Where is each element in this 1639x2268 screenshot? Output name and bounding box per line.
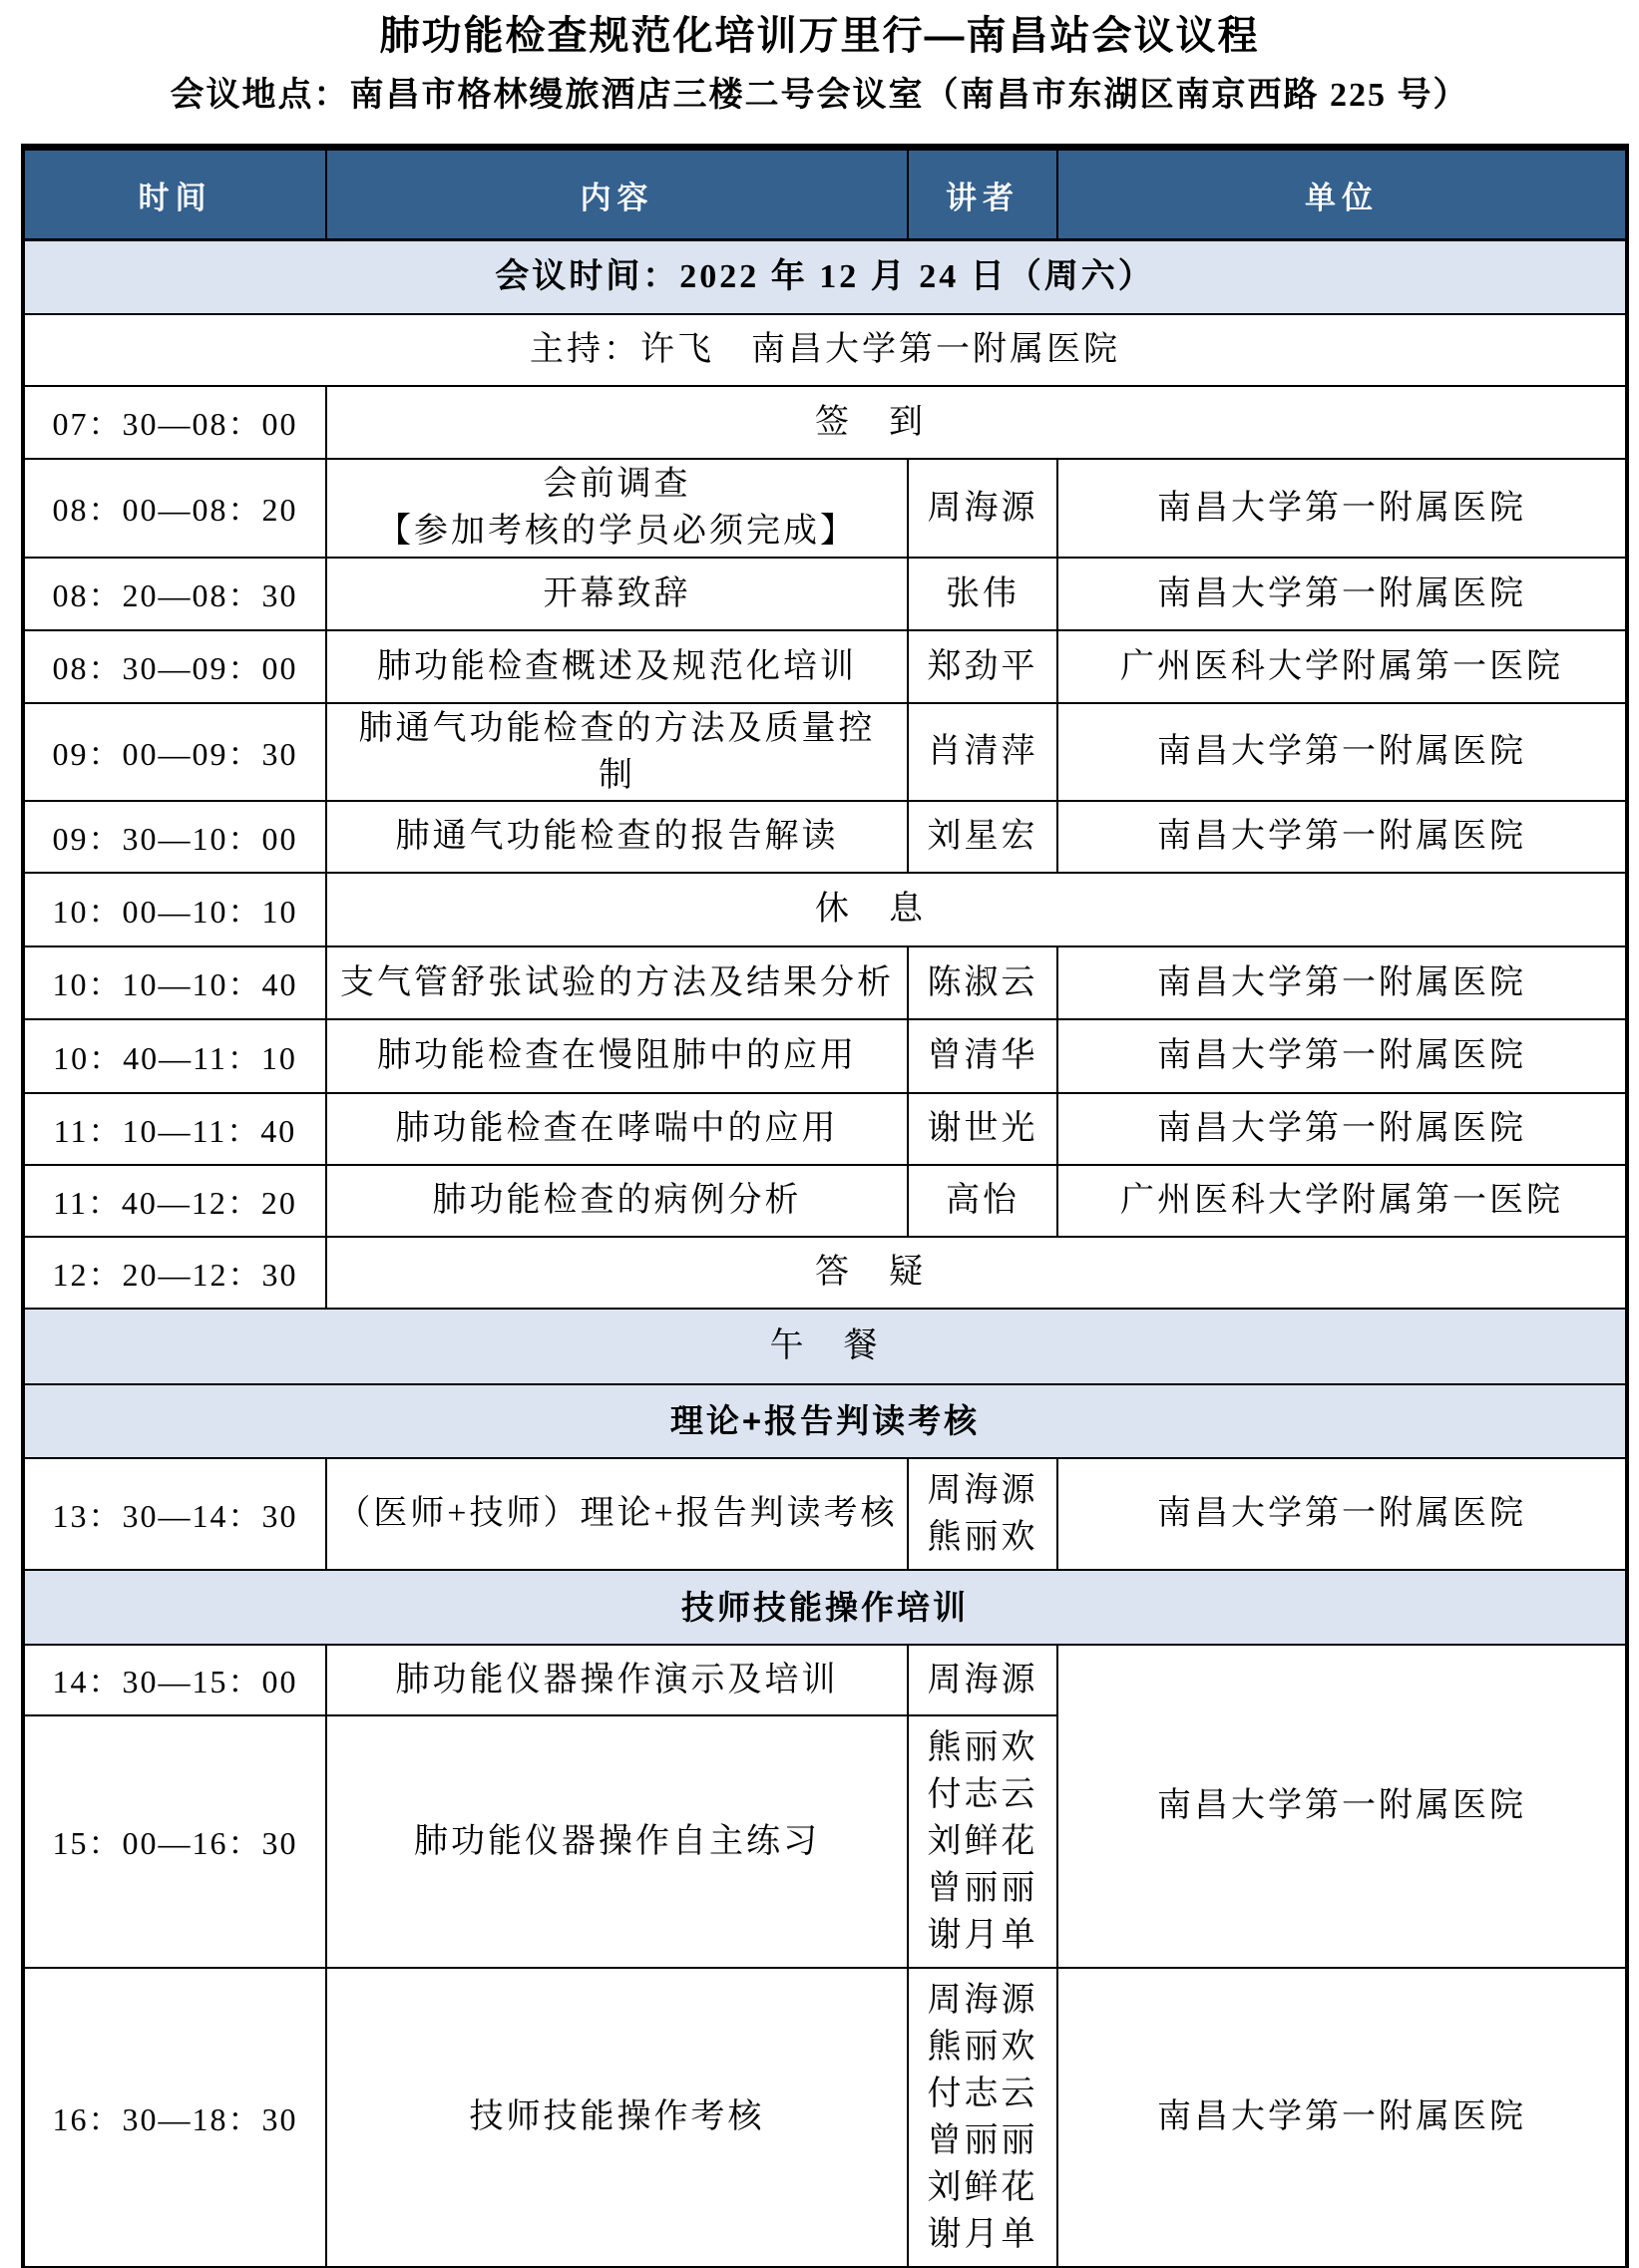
content-line: 肺功能检查的病例分析 <box>432 1182 802 1219</box>
speaker-cell <box>908 558 1057 630</box>
org-cell <box>1057 801 1627 873</box>
org-text: 南昌大学第一附属医院 <box>1157 489 1526 527</box>
span-cell <box>326 1237 1627 1309</box>
org-text: 南昌大学第一附属医院 <box>1157 2098 1526 2135</box>
speaker-cell <box>908 946 1057 1019</box>
org-text: 南昌大学第一附属医院 <box>1157 1787 1526 1824</box>
speaker-name: 谢月单 <box>927 1916 1038 1954</box>
content-line: 肺功能仪器操作演示及培训 <box>395 1661 839 1699</box>
speaker-name: 付志云 <box>927 2075 1038 2112</box>
band-row <box>23 1309 1627 1384</box>
time-cell: 08：20—08：30 <box>23 558 326 630</box>
time-cell: 11：40—12：20 <box>23 1165 326 1237</box>
content-line: 开幕致辞 <box>543 574 691 612</box>
content-line: 会前调查 <box>543 466 691 503</box>
content-line: 肺功能检查在慢阻肺中的应用 <box>377 1037 857 1074</box>
agenda-row <box>23 386 1627 459</box>
agenda-row <box>23 630 1627 703</box>
time-cell: 07：30—08：00 <box>23 386 326 459</box>
content-line: 技师技能操作考核 <box>469 2098 765 2135</box>
speaker-name: 张伟 <box>946 574 1020 612</box>
agenda-table-body <box>23 240 1627 2267</box>
band-text: 主持：许飞 南昌大学第一附属医院 <box>530 331 1120 368</box>
speaker-cell <box>908 1715 1057 1968</box>
content-cell <box>326 1715 908 1968</box>
speaker-cell <box>908 1019 1057 1093</box>
org-text: 南昌大学第一附属医院 <box>1157 818 1526 855</box>
speaker-cell <box>908 459 1057 558</box>
time-cell: 08：00—08：20 <box>23 459 326 558</box>
content-line: 肺功能检查概述及规范化培训 <box>377 647 857 685</box>
span-text: 答 疑 <box>815 1254 926 1291</box>
speaker-name: 刘鲜花 <box>927 1822 1038 1860</box>
agenda-row <box>23 1458 1627 1570</box>
content-line: 【参加考核的学员必须完成】 <box>377 513 857 550</box>
speaker-name: 熊丽欢 <box>927 1518 1038 1556</box>
header-cell-time: 时间 <box>23 148 326 240</box>
band-row <box>23 1570 1627 1645</box>
agenda-row <box>23 873 1627 946</box>
page-title: 肺功能检查规范化培训万里行—南昌站会议议程 <box>379 14 1260 58</box>
content-line: 支气管舒张试验的方法及结果分析 <box>340 963 894 1001</box>
agenda-row <box>23 1645 1627 1715</box>
org-cell <box>1057 1458 1627 1570</box>
org-text: 南昌大学第一附属医院 <box>1157 963 1526 1001</box>
full-span-cell <box>23 314 1627 386</box>
header-cell-org: 单位 <box>1057 148 1627 240</box>
agenda-row <box>23 946 1627 1019</box>
agenda-row <box>23 1237 1627 1309</box>
agenda-row <box>23 801 1627 873</box>
time-cell: 09：30—10：00 <box>23 801 326 873</box>
header-cell-speaker: 讲者 <box>908 148 1057 240</box>
content-cell <box>326 1968 908 2267</box>
speaker-cell <box>908 801 1057 873</box>
header-cell-content: 内容 <box>326 148 908 240</box>
speaker-name: 陈淑云 <box>927 963 1038 1001</box>
content-cell <box>326 946 908 1019</box>
speaker-cell <box>908 703 1057 801</box>
agenda-row <box>23 1019 1627 1093</box>
content-line: 制 <box>599 756 635 794</box>
org-cell <box>1057 558 1627 630</box>
time-cell: 16：30—18：30 <box>23 1968 326 2267</box>
band-row <box>23 240 1627 314</box>
org-text: 广州医科大学附属第一医院 <box>1120 1182 1563 1219</box>
content-cell <box>326 459 908 558</box>
time-cell: 15：00—16：30 <box>23 1715 326 1968</box>
org-cell <box>1057 1968 1627 2267</box>
time-cell: 08：30—09：00 <box>23 630 326 703</box>
speaker-cell <box>908 630 1057 703</box>
content-line: 肺功能检查在哮喘中的应用 <box>395 1110 839 1147</box>
org-text: 南昌大学第一附属医院 <box>1157 1495 1526 1532</box>
content-cell <box>326 1645 908 1715</box>
speaker-cell <box>908 1968 1057 2267</box>
speaker-cell <box>908 1458 1057 1570</box>
org-cell <box>1057 946 1627 1019</box>
org-text: 南昌大学第一附属医院 <box>1157 1037 1526 1074</box>
content-cell <box>326 558 908 630</box>
speaker-name: 周海源 <box>927 489 1038 527</box>
org-text: 南昌大学第一附属医院 <box>1157 733 1526 770</box>
band-cell <box>23 1384 1627 1458</box>
band-cell <box>23 1570 1627 1645</box>
speaker-name: 刘鲜花 <box>927 2168 1038 2206</box>
content-line: 肺通气功能检查的报告解读 <box>395 818 839 855</box>
agenda-table-header <box>23 148 1627 240</box>
content-cell <box>326 801 908 873</box>
band-row <box>23 1384 1627 1458</box>
band-text: 理论+报告判读考核 <box>669 1402 981 1439</box>
band-cell <box>23 240 1627 314</box>
content-line: （医师+技师）理论+报告判读考核 <box>336 1495 898 1532</box>
speaker-name: 周海源 <box>927 1661 1038 1699</box>
speaker-name: 周海源 <box>927 1471 1038 1509</box>
agenda-row <box>23 314 1627 386</box>
speaker-name: 曾丽丽 <box>927 1869 1038 1907</box>
speaker-name: 曾清华 <box>927 1037 1038 1074</box>
speaker-name: 高怡 <box>946 1182 1020 1219</box>
speaker-cell <box>908 1093 1057 1165</box>
span-text: 签 到 <box>815 403 926 441</box>
speaker-name: 谢月单 <box>927 2215 1038 2253</box>
content-cell <box>326 1019 908 1093</box>
time-cell: 10：40—11：10 <box>23 1019 326 1093</box>
band-text: 技师技能操作培训 <box>681 1588 969 1626</box>
speaker-name: 熊丽欢 <box>927 1728 1038 1766</box>
speaker-name: 谢世光 <box>927 1110 1038 1147</box>
org-text: 南昌大学第一附属医院 <box>1157 1110 1526 1147</box>
speaker-name: 刘星宏 <box>927 818 1038 855</box>
time-cell: 10：10—10：40 <box>23 946 326 1019</box>
org-cell <box>1057 1093 1627 1165</box>
org-cell <box>1057 1019 1627 1093</box>
org-text: 广州医科大学附属第一医院 <box>1120 647 1563 685</box>
header-row <box>23 148 1627 240</box>
org-cell <box>1057 459 1627 558</box>
agenda-row <box>23 1968 1627 2267</box>
span-text: 休 息 <box>815 891 926 928</box>
agenda-table <box>21 144 1629 2268</box>
content-cell <box>326 1458 908 1570</box>
span-cell <box>326 386 1627 459</box>
content-line: 肺功能仪器操作自主练习 <box>414 1822 820 1860</box>
content-cell <box>326 1093 908 1165</box>
speaker-name: 郑劲平 <box>927 647 1038 685</box>
speaker-name: 周海源 <box>927 1981 1038 2019</box>
org-cell <box>1057 703 1627 801</box>
org-cell <box>1057 1645 1627 1968</box>
band-text: 会议时间：2022 年 12 月 24 日（周六） <box>495 258 1155 296</box>
time-cell: 14：30—15：00 <box>23 1645 326 1715</box>
time-cell: 13：30—14：30 <box>23 1458 326 1570</box>
agenda-row <box>23 703 1627 801</box>
band-text: 午 餐 <box>769 1327 881 1364</box>
org-text: 南昌大学第一附属医院 <box>1157 574 1526 612</box>
content-line: 肺通气功能检查的方法及质量控 <box>358 709 876 747</box>
band-cell <box>23 1309 1627 1384</box>
agenda-row <box>23 558 1627 630</box>
org-cell <box>1057 1165 1627 1237</box>
speaker-name: 肖清萍 <box>927 733 1038 770</box>
agenda-row <box>23 459 1627 558</box>
speaker-cell <box>908 1165 1057 1237</box>
time-cell: 12：20—12：30 <box>23 1237 326 1309</box>
time-cell: 10：00—10：10 <box>23 873 326 946</box>
speaker-name: 熊丽欢 <box>927 2028 1038 2066</box>
content-cell <box>326 703 908 801</box>
org-cell <box>1057 630 1627 703</box>
agenda-row <box>23 1093 1627 1165</box>
speaker-cell <box>908 1645 1057 1715</box>
content-cell <box>326 1165 908 1237</box>
speaker-name: 付志云 <box>927 1775 1038 1813</box>
location-line: 会议地点：南昌市格林缦旅酒店三楼二号会议室（南昌市东湖区南京西路 225 号） <box>170 77 1469 114</box>
span-cell <box>326 873 1627 946</box>
speaker-name: 曾丽丽 <box>927 2121 1038 2159</box>
content-cell <box>326 630 908 703</box>
agenda-row <box>23 1165 1627 1237</box>
time-cell: 09：00—09：30 <box>23 703 326 801</box>
time-cell: 11：10—11：40 <box>23 1093 326 1165</box>
